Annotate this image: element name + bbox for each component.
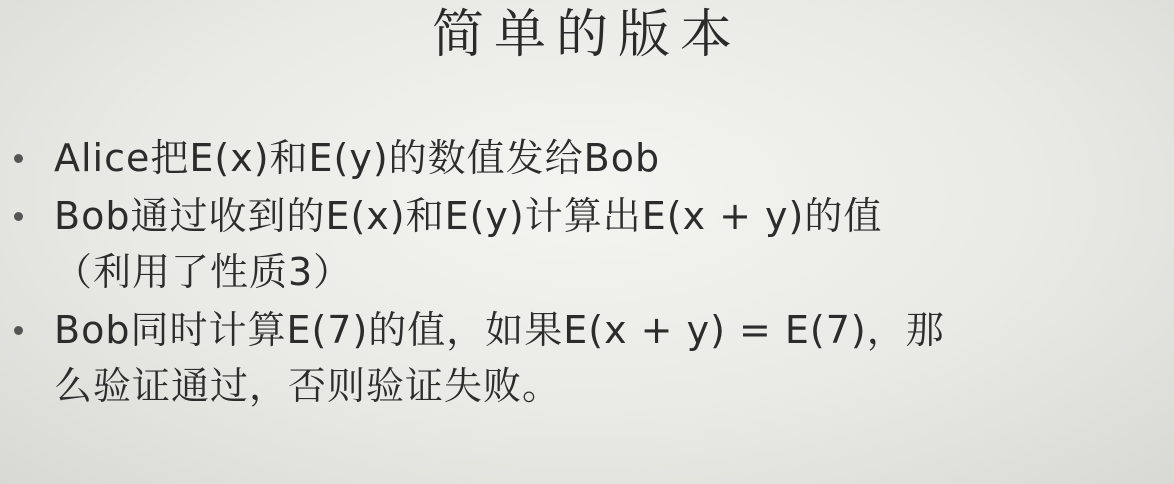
bullet-item: [0, 302, 1174, 414]
bullet-item: [0, 130, 1174, 186]
bullet-dot-icon: [14, 326, 23, 335]
bullet-text-line: Bob同时计算E(7)的值，如果E(x + y) = E(7)，那: [54, 308, 945, 352]
bullet-item: [0, 188, 1174, 300]
bullet-text-line: （利用了性质3）: [54, 250, 353, 294]
bullet-text-line: Bob通过收到的E(x)和E(y)计算出E(x + y)的值: [54, 194, 883, 238]
bullet-text-line: 么验证通过，否则验证失败。: [54, 364, 562, 408]
bullet-dot-icon: [14, 212, 23, 221]
bullet-list: [0, 130, 1174, 414]
slide-title: 简单的版本: [431, 5, 742, 65]
bullet-dot-icon: [14, 154, 23, 163]
bullet-text-line: Alice把E(x)和E(y)的数值发给Bob: [54, 136, 661, 180]
